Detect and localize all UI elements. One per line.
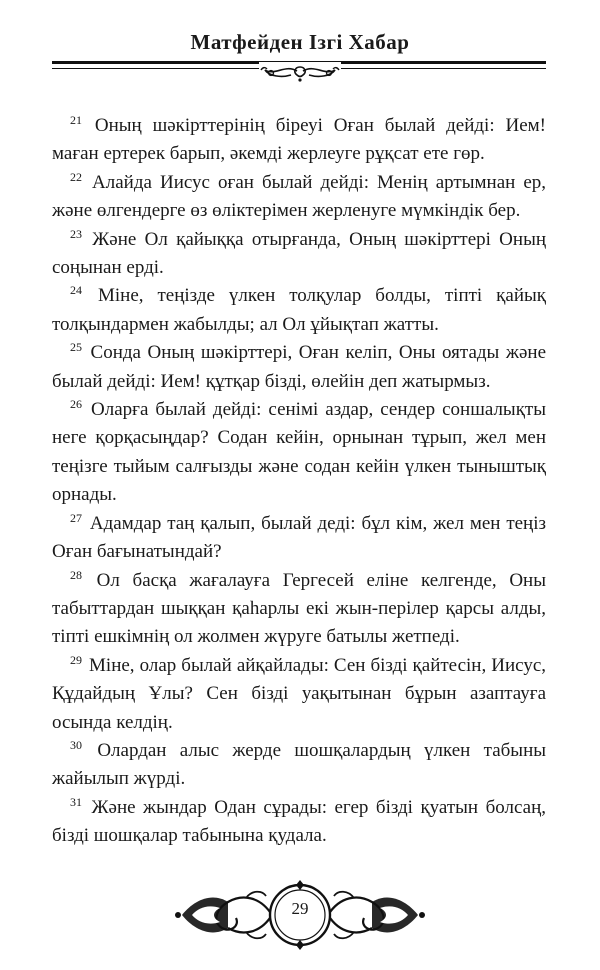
verse-text: Оларға былай дейді: сенімі аздар, сендер соншалықты неге қорқасыңдар? Содан кейін, орнынан тұрып, жел мен теңізге тыйым салғызды және содан кейін үлкен тыныштық орнады. <box>52 399 546 506</box>
verse-number: 28 <box>70 567 82 582</box>
verse <box>52 567 546 652</box>
verse-text: Олардан алыс жерде шошқалардың үлкен табыны жайылып жүрді. <box>52 739 546 790</box>
verse-number: 21 <box>70 113 82 127</box>
verse-number: 31 <box>70 794 82 809</box>
verse-number: 23 <box>70 226 82 241</box>
verse <box>52 737 546 794</box>
verse-number: 30 <box>70 737 82 752</box>
verse-number: 22 <box>70 169 82 184</box>
verse <box>52 794 546 851</box>
verse-number: 25 <box>70 340 82 355</box>
verse <box>52 510 546 567</box>
verse-number: 24 <box>70 283 82 298</box>
verse <box>52 339 546 396</box>
header-ornament-icon <box>255 62 345 88</box>
running-title: Матфейден Ізгі Хабар <box>190 30 410 54</box>
verse <box>52 112 546 169</box>
verse <box>52 282 546 339</box>
verse-text: Және Ол қайыққа отырғанда, Оның шәкірттері Оның соңынан ерді. <box>52 228 547 279</box>
verse-text: Міне, олар былай айқайлады: Сен бізді қайтесін, Иисус, Құдайдың Ұлы? Сен бізді уақытынан бұрын азаптауға осында келдің. <box>52 654 546 733</box>
verse-number: 27 <box>70 510 82 525</box>
verse-text: Және жындар Одан сұрады: егер бізді қуатын болсаң, бізді шошқалар табынына қудала. <box>52 796 547 847</box>
verse-text: Ол басқа жағалауға Гергесей еліне келгенде, Оны табыттардан шыққан қаһарлы екі жын-перілер қарсы алды, тіпті ешкімнің ол жолмен жүруге батылы жетпеді. <box>52 569 546 648</box>
verse-number: 26 <box>70 397 82 412</box>
verse-text: Оның шәкірттерінің біреуі Оған былай дейді: Ием! маған ертерек барып, әкемді жерлеуге рұқсат ете гөр. <box>52 115 546 165</box>
verse <box>52 226 546 283</box>
page-number: 29 <box>291 899 309 918</box>
verse <box>52 652 546 737</box>
verse-text: Сонда Оның шәкірттері, Оған келіп, Оны оятады және былай дейді: Ием! құтқар бізді, өлейін деп жатырмыз. <box>52 342 547 392</box>
verse-text: Алайда Иисус оған былай дейді: Менің артымнан ер, және өлгендерге өз өліктерімен жерленуге мүмкіндік бер. <box>52 171 547 222</box>
body-text <box>52 112 546 851</box>
verse-text: Міне, теңізде үлкен толқулар болды, тіпті қайық толқындармен жабылды; ал Ол ұйықтап жатты. <box>52 285 546 335</box>
verse <box>52 396 546 510</box>
verse <box>52 169 546 226</box>
verse-number: 29 <box>70 652 82 667</box>
verse-text: Адамдар таң қалып, былай деді: бұл кім, жел мен теңіз Оған бағынатындай? <box>52 512 547 563</box>
